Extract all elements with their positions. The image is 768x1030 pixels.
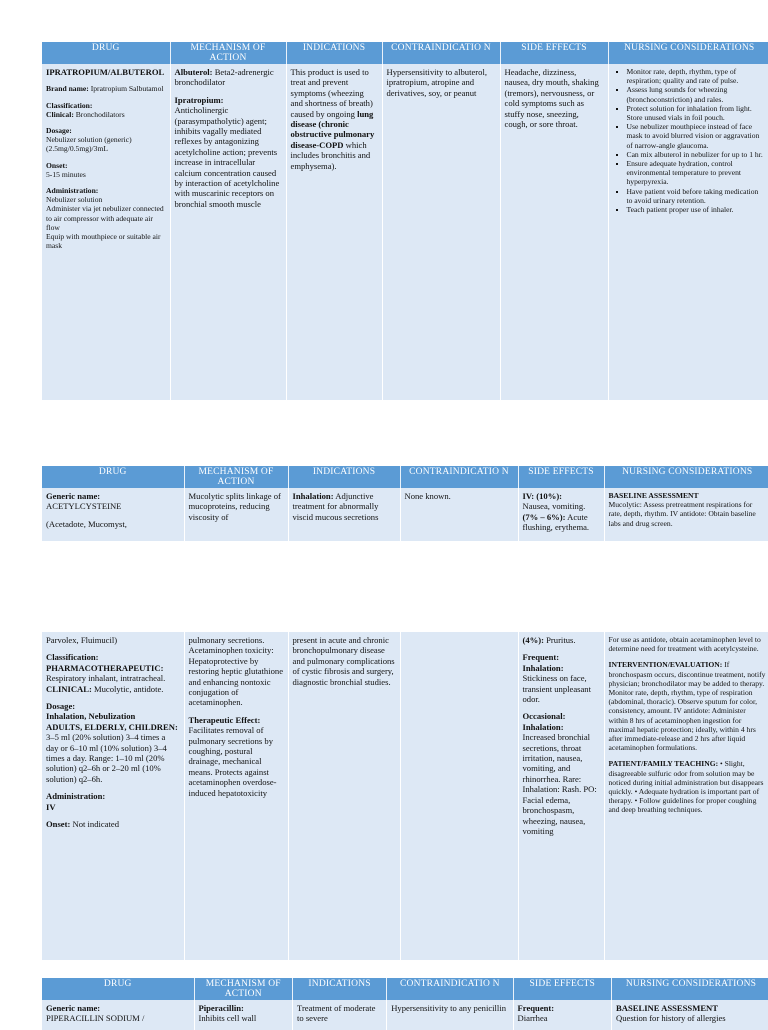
- drug-table-acetylcysteine-continued: [42, 632, 768, 960]
- generic-label: Generic name:: [46, 1003, 101, 1013]
- contraindication-text: None known.: [404, 491, 451, 501]
- generic-value: PIPERACILLIN SODIUM /: [46, 1013, 145, 1024]
- header-nursing: NURSING CONSIDERATIONS: [604, 466, 768, 488]
- brand-names: (Acetadote, Mucomyst,: [46, 518, 127, 529]
- drug-cell: [42, 1000, 194, 1030]
- side-pct-label: (7% – 6%):: [522, 511, 566, 522]
- inhalation-label: Inhalation:: [292, 491, 334, 501]
- administration-label: Administration:: [46, 791, 106, 802]
- list-item: ▪ Monitor rate, depth, rhythm, type of respiration; quality and rate of pulse.: [627, 67, 767, 85]
- administration-line: Administer via jet nebulizer connected to air compressor with adequate air flow: [46, 204, 164, 232]
- list-item: ▪ Protect solution for inhalation from light. Store unused vials in foil pouch.: [627, 104, 767, 122]
- header-side-effects: SIDE EFFECTS: [518, 466, 604, 488]
- onset-label: Onset:: [46, 160, 68, 170]
- mechanism-text: Inhibits cell wall: [198, 1013, 257, 1024]
- baseline-text: Question for history of allergies: [616, 1013, 726, 1024]
- nursing-cell: [608, 64, 768, 400]
- indications-cell: [286, 64, 382, 400]
- nursing-list: [613, 67, 767, 214]
- intervention-label: INTERVENTION/EVALUATION:: [608, 660, 723, 670]
- dosage-population: ADULTS, ELDERLY, CHILDREN:: [46, 721, 178, 732]
- side-pct-text: Acute flushing, erythema.: [522, 511, 590, 533]
- table-row: [42, 1000, 768, 1030]
- brand-value: Ipratropium Salbutamol: [88, 84, 164, 94]
- piperacillin-label: Piperacillin:: [198, 1003, 244, 1013]
- side-pct-label: (4%):: [522, 635, 544, 645]
- list-item: ▪ Can mix albuterol in nebulizer for up to 1 hr.: [627, 150, 767, 159]
- side-effects-cell: [513, 1000, 611, 1030]
- list-item: ▪ Teach patient proper use of inhaler.: [627, 205, 767, 214]
- baseline-label: BASELINE ASSESSMENT: [608, 491, 699, 500]
- indication-text: Adjunctive treatment for abnormally viscid mucous secretions: [292, 491, 379, 522]
- indication-text-end: which includes bronchitis and emphysema).: [290, 139, 371, 171]
- header-mechanism: MECHANISM OF ACTION: [170, 42, 286, 64]
- indication-text: This product is used to treat and prevent symptoms (wheezing and shortness of breath) caused by ongoing: [290, 67, 373, 119]
- therapeutic-label: Therapeutic Effect:: [188, 714, 261, 725]
- ipratropium-label: Ipratropium:: [174, 94, 224, 105]
- indications-cell: [293, 1000, 387, 1030]
- drug-table-acetylcysteine: [42, 466, 768, 541]
- table-header-row: [42, 466, 768, 488]
- header-contraindication: CONTRAINDICATIO N: [382, 42, 500, 64]
- mechanism-cell: [184, 488, 288, 541]
- frequent-label: Frequent:: [517, 1003, 555, 1013]
- indication-text: present in acute and chronic bronchopulmonary disease and pulmonary complications of cystic fibrosis and surgery, diagnostic bronchial studies.: [292, 635, 395, 687]
- onset-value: Not indicated: [70, 819, 120, 830]
- header-indications: INDICATIONS: [286, 42, 382, 64]
- mechanism-cell: [184, 632, 288, 960]
- brand-label: Brand name:: [46, 84, 89, 94]
- dosage-route: Inhalation, Nebulization: [46, 711, 136, 722]
- side-effects-text: Headache, dizziness, nausea, dry mouth, shaking (tremors), nervousness, or cold symptoms such as stuffy nose, sneezing, cough, or sore throat.: [504, 67, 599, 130]
- drug-cell: [42, 632, 184, 960]
- administration-line: Nebulizer solution: [46, 195, 103, 205]
- header-contraindication: CONTRAINDICATIO N: [400, 466, 518, 488]
- table-header-row: [42, 978, 768, 1000]
- clinical-label: Clinical:: [46, 109, 74, 119]
- drug-table-piperacillin: [42, 978, 768, 1030]
- contraindication-cell: [382, 64, 500, 400]
- header-drug: DRUG: [42, 42, 170, 64]
- brand-names-cont: Parvolex, Fluimucil): [46, 635, 118, 645]
- list-item: ▪ Ensure adequate hydration, control environmental temperature to prevent hyperpyrexia.: [627, 159, 767, 187]
- contraindication-cell: [400, 488, 518, 541]
- mechanism-cell: [194, 1000, 292, 1030]
- dosage-value: 3–5 ml (20% solution) 3–4 times a day or 6–10 ml (10% solution) 3–4 times a day. Range: 1–10 ml (20% solution) q2–6h or 2–20 ml (10% solution) q2–6h.: [46, 732, 167, 784]
- dosage-label: Dosage:: [46, 126, 72, 136]
- albuterol-label: Albuterol:: [174, 67, 213, 77]
- generic-label: Generic name:: [46, 491, 101, 501]
- teaching-text: • Slight, disagreeable sulfuric odor from solution may be noticed during initial administration but disappears quickly. • Adequate hydration is important part of therapy. • Follow guidelines for proper coughing and deep breathing techniques.: [608, 759, 764, 815]
- drug-table-ipratropium: [42, 42, 768, 400]
- side-iv-text: Nausea, vomiting.: [522, 501, 586, 512]
- clinical-label: CLINICAL:: [46, 683, 92, 694]
- header-contraindication: CONTRAINDICATIO N: [387, 978, 513, 1000]
- list-item: ▪ Have patient void before taking medication to avoid urinary retention.: [627, 187, 767, 205]
- onset-value: 5-15 minutes: [46, 169, 86, 179]
- occasional-label: Occasional:: [522, 711, 566, 722]
- classification-label: Classification:: [46, 652, 99, 663]
- baseline-label: BASELINE ASSESSMENT: [616, 1003, 718, 1013]
- table-row: [42, 488, 768, 541]
- contraindication-text: Hypersensitivity to any penicillin: [391, 1003, 507, 1013]
- contraindication-text: Hypersensitivity to albuterol, ipratropium, atropine and derivatives, soy, or peanut: [386, 67, 487, 98]
- onset-label: Onset:: [46, 819, 71, 830]
- mechanism-cell: [170, 64, 286, 400]
- baseline-text: Mucolytic: Assess pretreatment respirations for rate, depth, rhythm. IV antidote: Obtain baseline labs and drug screen.: [608, 500, 756, 528]
- side-pct-text: Pruritus.: [543, 635, 576, 645]
- header-drug: DRUG: [42, 978, 194, 1000]
- administration-value: IV: [46, 801, 56, 812]
- mechanism-text: Mucolytic splits linkage of mucoproteins, reducing viscosity of: [188, 491, 281, 522]
- list-item: ▪ Assess lung sounds for wheezing (bronchoconstriction) and rales.: [627, 85, 767, 103]
- administration-line: Equip with mouthpiece or suitable air mask: [46, 232, 161, 251]
- teaching-label: PATIENT/FAMILY TEACHING:: [608, 759, 719, 769]
- drug-name: IPRATROPIUM/ALBUTEROL: [46, 67, 165, 77]
- ipratropium-mechanism: Anticholinergic (parasympatholytic) agent; inhibits vagally mediated reflexes by antagonizing acetylcholine action; prevents increase in intracellular calcium concentration caused by interaction of acetylcholine with muscarinic receptors on bronchial smooth muscle: [174, 105, 280, 209]
- header-indications: INDICATIONS: [293, 978, 387, 1000]
- clinical-value: Mucolytic, antidote.: [91, 683, 164, 694]
- table-row: [42, 64, 768, 400]
- table-header-row: [42, 42, 768, 64]
- indications-cell: [288, 488, 400, 541]
- header-mechanism: MECHANISM OF ACTION: [194, 978, 292, 1000]
- nursing-cell: [604, 632, 768, 960]
- contraindication-cell: [400, 632, 518, 960]
- dosage-value: Nebulizer solution (generic) (2.5mg/0.5mg)/3mL: [46, 135, 132, 154]
- mechanism-text: pulmonary secretions. Acetaminophen toxicity: Hepatoprotective by restoring heptic glutathione and enhancing nontoxic conjugation of acetaminophen.: [188, 635, 284, 708]
- header-drug: DRUG: [42, 466, 184, 488]
- generic-value: ACETYLCYSTEINE: [46, 501, 122, 512]
- side-effects-cell: [518, 488, 604, 541]
- administration-label: Administration:: [46, 186, 99, 196]
- header-indications: INDICATIONS: [288, 466, 400, 488]
- nursing-cell: [604, 488, 768, 541]
- side-effects-text: Diarrhea: [517, 1013, 548, 1024]
- therapeutic-text: Facilitates removal of pulmonary secretions by coughing, postural drainage, mechanical means. Protects against acetaminophen overdose-induced hepatotoxicity: [188, 725, 277, 798]
- inhalation-label: Inhalation:: [522, 721, 564, 732]
- side-effects-cell: [518, 632, 604, 960]
- table-row: [42, 632, 768, 960]
- header-side-effects: SIDE EFFECTS: [500, 42, 608, 64]
- pharm-value: Respiratory inhalant, intratracheal.: [46, 673, 166, 684]
- side-iv-label: IV: (10%):: [522, 491, 563, 501]
- albuterol-mechanism: Beta2-adrenergic bronchodilator: [174, 67, 274, 88]
- header-mechanism: MECHANISM OF ACTION: [184, 466, 288, 488]
- frequent-label: Frequent:: [522, 652, 560, 663]
- nursing-cell: [612, 1000, 768, 1030]
- inhalation-label: Inhalation:: [522, 662, 564, 673]
- clinical-value: Bronchodilators: [73, 109, 125, 119]
- antidote-text: For use as antidote, obtain acetaminophen level to determine need for treatment with acetylcysteine.: [608, 635, 761, 654]
- header-nursing: NURSING CONSIDERATIONS: [612, 978, 768, 1000]
- intervention-text: If bronchospasm occurs, discontinue treatment, notify physician; bronchodilator may be added to therapy. Monitor rate, depth, rhythm, type of respiration (abdominal, thoracic). Observe sputum for color, consistency, amount. IV antidote: Administer within 8 hrs of acetaminophen ingestion for maximal hepatic protection; ideally, within 4 hrs after immediate-release and 2 hrs after liquid acetaminophen formulations.: [608, 660, 766, 753]
- header-nursing: NURSING CONSIDERATIONS: [608, 42, 768, 64]
- contraindication-cell: [387, 1000, 513, 1030]
- classification-label: Classification:: [46, 100, 93, 110]
- indication-text: Treatment of moderate to severe: [297, 1003, 376, 1024]
- indications-cell: [288, 632, 400, 960]
- drug-cell: [42, 488, 184, 541]
- occasional-text: Increased bronchial secretions, throat irritation, nausea, vomiting, and rhinorrhea. Rare: Inhalation: Rash. PO: Facial edema, bronchospasm, wheezing, nausea, vomiting: [522, 732, 597, 836]
- list-item: ▪ Use nebulizer mouthpiece instead of face mask to avoid blurred vision or aggravation of narrow-angle glaucoma.: [627, 122, 767, 150]
- pharm-label: PHARMACOTHERAPEUTIC:: [46, 662, 164, 673]
- frequent-text: Stickiness on face, transient unpleasant odor.: [522, 673, 591, 705]
- indication-bold: lung disease (chronic obstructive pulmonary disease-COPD: [290, 108, 375, 150]
- drug-cell: [42, 64, 170, 400]
- header-side-effects: SIDE EFFECTS: [513, 978, 611, 1000]
- side-effects-cell: [500, 64, 608, 400]
- dosage-label: Dosage:: [46, 701, 76, 712]
